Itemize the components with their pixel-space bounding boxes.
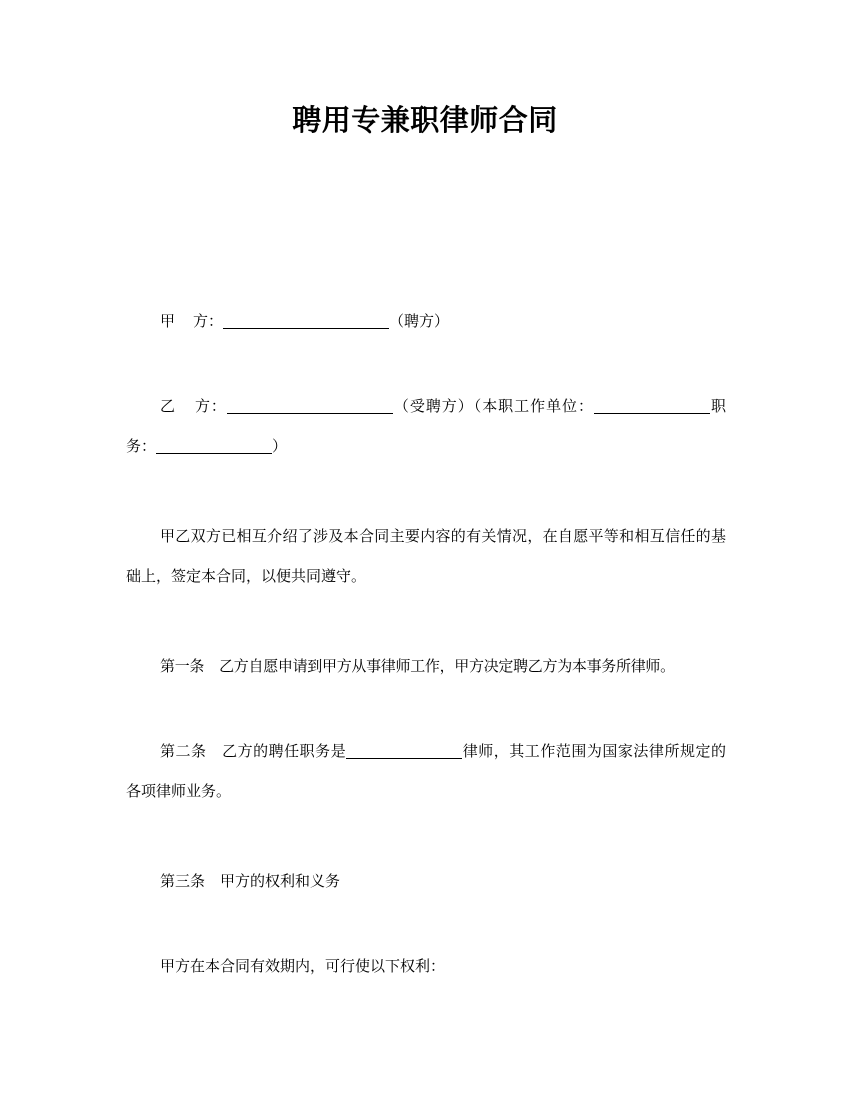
article-2-text-before: 乙方的聘任职务是 [221,742,347,760]
article-1-text: 乙方自愿申请到甲方从事律师工作，甲方决定聘乙方为本事务所律师。 [219,657,675,675]
party-a-line [126,301,726,341]
article-2 [126,731,726,811]
party-a-blank[interactable] [223,327,389,329]
party-b-unit-label: （本职工作单位： [473,397,594,415]
article-3 [126,861,726,901]
intro-paragraph: 甲乙双方已相互介绍了涉及本合同主要内容的有关情况，在自愿平等和相互信任的基础上，签定本合同，以便共同遵守。 [126,527,726,585]
appointed-position-blank[interactable] [346,757,462,759]
party-a-note: （聘方） [389,312,450,330]
party-b-paragraph [126,386,726,466]
party-b-role-note: （受聘方） [392,397,474,415]
party-b-label-second: 方： [193,397,227,415]
position-blank[interactable] [156,452,272,454]
work-unit-blank[interactable] [594,412,710,414]
party-b-position-label: 职务： [126,397,726,455]
article-3-text: 甲方的权利和义务 [220,872,341,890]
article-2-number: 第二条 [160,742,207,760]
document-title: 聘用专兼职律师合同 [292,103,558,137]
article-1-number: 第一条 [160,657,205,675]
article-1 [126,646,726,686]
article-2-text-after: 律师，其工作范围为国家法律所规定的各项律师业务。 [126,742,726,800]
party-b-closing: ） [272,437,288,455]
party-a-label-second: 方： [193,312,224,330]
party-b-blank[interactable] [227,412,393,414]
party-b-label-first: 乙 [160,397,176,415]
rights-intro: 甲方在本合同有效期内，可行使以下权利： [160,957,446,975]
party-a-label-first: 甲 [160,312,176,330]
article-3-number: 第三条 [160,872,206,890]
